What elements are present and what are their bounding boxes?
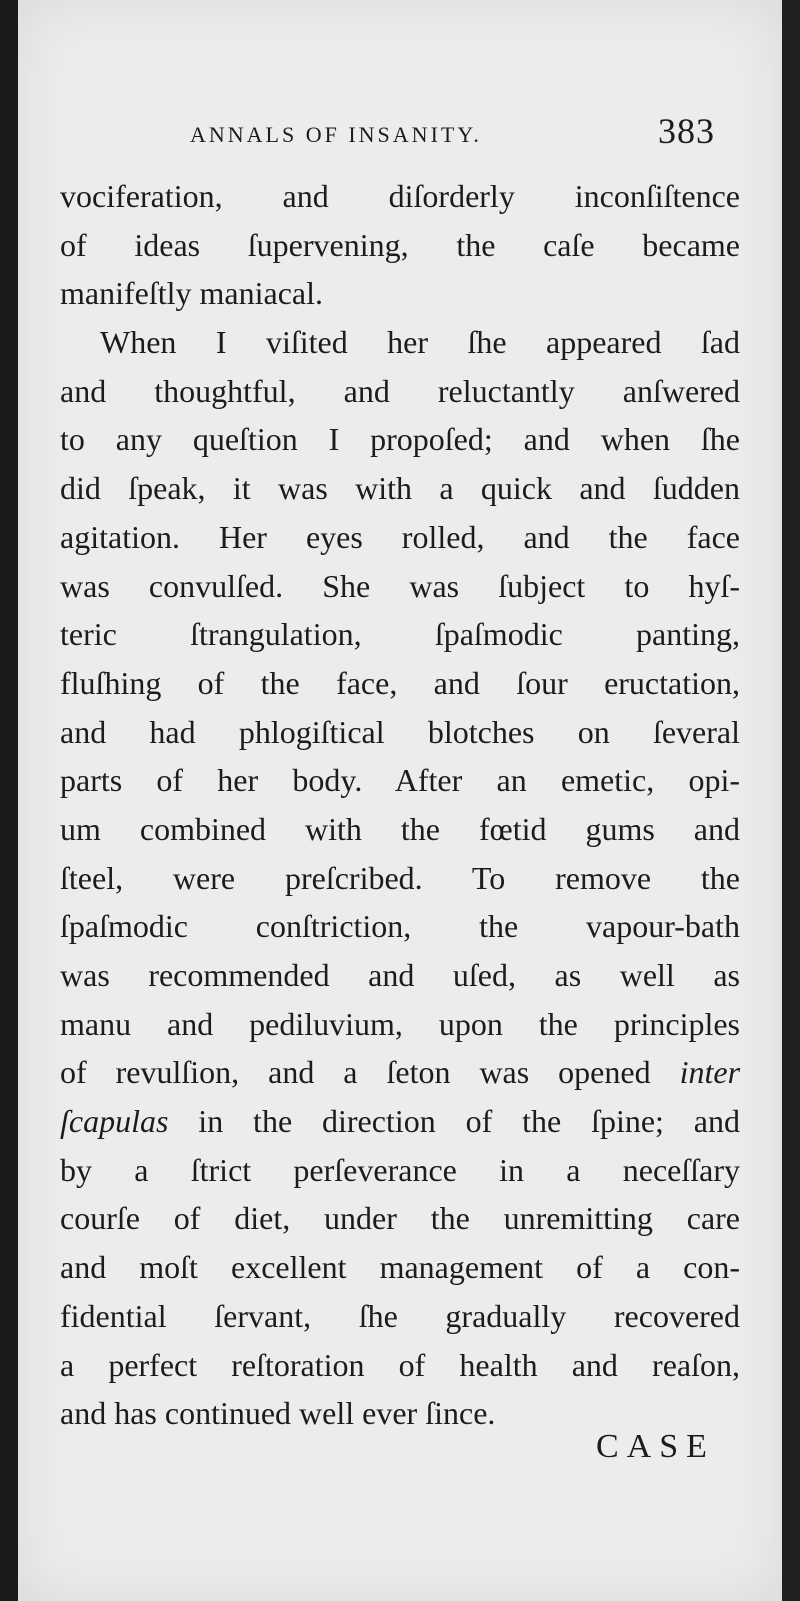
book-page — [18, 0, 782, 1601]
text-line: and has continued well ever ſince. — [60, 1395, 496, 1432]
text-line: of ideas ſupervening, the caſe became — [60, 226, 740, 263]
text-line: When I viſited her ſhe appeared ſad — [100, 324, 740, 361]
text-line: was recommended and uſed, as well as — [60, 957, 740, 993]
text-line: was convulſed. She was ſubject to hyſ- — [60, 567, 740, 604]
text-line: to any queſtion I propoſed; and when ſhe — [60, 421, 740, 458]
page-number: 383 — [658, 111, 715, 151]
text-line: parts of her body. After an emetic, opi- — [60, 762, 740, 799]
text-line: a perfect reſtoration of health and reaſon, — [60, 1346, 740, 1383]
text-line-part: in the direction of the ſpine; and — [198, 1103, 740, 1140]
text-line: and thoughtful, and reluctantly anſwered — [60, 372, 740, 409]
text-line — [60, 1097, 740, 1146]
text-line — [60, 1048, 740, 1097]
text-line: teric ſtrangulation, ſpaſmodic panting, — [60, 616, 740, 653]
page-header — [18, 110, 782, 160]
text-line: ſpaſmodic conſtriction, the vapour-bath — [60, 908, 740, 945]
text-line: ſteel, were preſcribed. To remove the — [60, 859, 740, 896]
text-line: manu and pediluvium, upon the principles — [60, 1005, 740, 1042]
text-line: courſe of diet, under the unremitting care — [60, 1200, 740, 1237]
page-edge-shadow — [782, 0, 800, 1601]
text-line: manifeſtly maniacal. — [60, 275, 323, 312]
text-line: fidential ſervant, ſhe gradually recovered — [60, 1297, 740, 1334]
text-line: vociferation, and diſorderly inconſiſtence — [60, 178, 740, 214]
body-text — [60, 172, 740, 1438]
running-head: ANNALS OF INSANITY. — [190, 122, 482, 147]
text-line: fluſhing of the face, and ſour eructation, — [60, 664, 740, 701]
text-line: did ſpeak, it was with a quick and ſudden — [60, 470, 740, 507]
text-line-part: of revulſion, and a ſeton was opened — [60, 1054, 651, 1091]
text-line: by a ſtrict perſeverance in a neceſſary — [60, 1151, 740, 1188]
text-line: and moſt excellent management of a con- — [60, 1249, 740, 1286]
italic-word: ſcapulas — [60, 1103, 169, 1140]
text-line: um combined with the fœtid gums and — [60, 810, 740, 847]
text-line: and had phlogiſtical blotches on ſeveral — [60, 713, 740, 750]
italic-word: inter — [679, 1054, 741, 1091]
catchword: CASE — [596, 1428, 715, 1465]
text-line: agitation. Her eyes rolled, and the face — [60, 518, 740, 555]
